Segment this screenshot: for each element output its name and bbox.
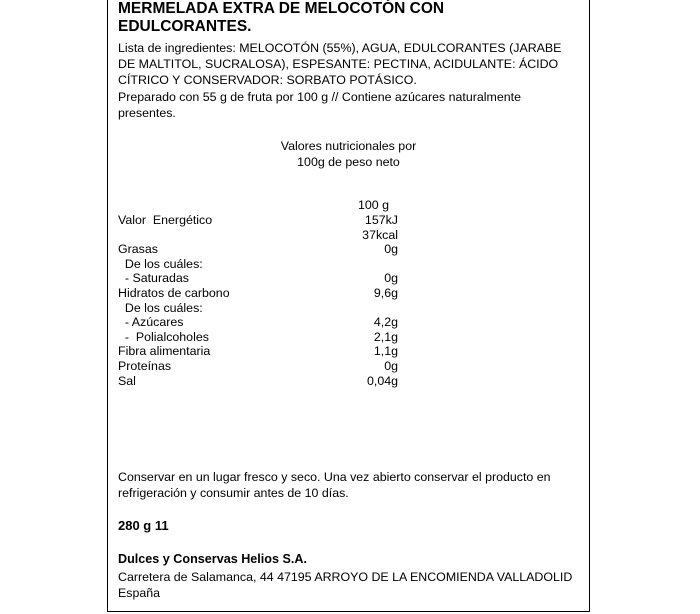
nutrient-name: De los cuáles: [118, 300, 203, 315]
nutrient-value: 9,6g [373, 286, 398, 300]
nutrient-value: 4,2g [373, 315, 398, 330]
company-name: Dulces y Conservas Helios S.A. [118, 552, 307, 566]
nutrient-name: Grasas [118, 242, 158, 257]
address-line2: España [118, 586, 161, 600]
nutrition-row [118, 271, 398, 286]
nutrient-value: 0g [384, 242, 398, 257]
company-address [118, 569, 572, 601]
product-label [107, 0, 590, 612]
nutrient-value: 157kJ [364, 213, 398, 227]
nutrition-row [118, 257, 398, 272]
nutrient-name: Sal [118, 373, 136, 388]
nutrient-name: Hidratos de carbono [118, 286, 230, 300]
nutrition-row [118, 344, 398, 359]
nutrient-value: 0g [384, 271, 398, 286]
ingredients-list: Lista de ingredientes: MELOCOTÓN (55%), AGUA, EDULCORANTES (JARABE DE MALTITOL, SUCRALOSA), ESPESANTE: PECTINA, ACIDULANTE: ÁCIDO CÍTRICO Y CONSERVADOR: SORBATO POTÁSICO. [118, 41, 562, 87]
nutrition-header-line2: 100g de peso neto [297, 155, 400, 169]
nutrient-name: De los cuáles: [118, 256, 203, 271]
nutrition-row [118, 359, 398, 374]
nutrition-row [118, 301, 398, 316]
nutrient-name: Proteínas [118, 359, 172, 373]
nutrient-name: - Azúcares [118, 315, 184, 330]
nutrition-row [118, 213, 398, 228]
nutrient-value: 37kcal [362, 227, 398, 242]
nutrition-row [118, 228, 398, 243]
storage-instructions: Conservar en un lugar fresco y seco. Una vez abierto conservar el producto en refrigeración y consumir antes de 10 días. [118, 470, 551, 500]
net-weight: 280 g 11 [118, 518, 169, 533]
nutrition-header-line1: Valores nutricionales por [280, 139, 417, 153]
preparation-note: Preparado con 55 g de fruta por 100 g // Contiene azúcares naturalmente presentes. [118, 90, 521, 120]
nutrient-name: Valor Energético [118, 213, 213, 227]
nutrient-value: 0,04g [366, 373, 398, 388]
nutrient-value: 1,1g [373, 344, 398, 359]
nutrition-column-header: 100 g [358, 198, 390, 212]
nutrition-row [118, 242, 398, 257]
nutrition-row [118, 330, 398, 345]
nutrient-value: 0g [384, 359, 398, 373]
nutrient-name: - Polialcoholes [118, 329, 209, 344]
nutrient-name: - Saturadas [118, 271, 189, 286]
nutrient-name: Fibra alimentaria [118, 344, 211, 359]
address-line1: Carretera de Salamanca, 44 47195 ARROYO DE LA ENCOMIENDA VALLADOLID [118, 570, 573, 584]
nutrition-row [118, 286, 398, 301]
nutrient-value: 2,1g [373, 329, 398, 344]
nutrition-row [118, 374, 398, 389]
nutrition-header [108, 138, 589, 170]
nutrition-row [118, 315, 398, 330]
product-title: MERMELADA EXTRA DE MELOCOTÓN CON EDULCORANTES. [118, 0, 445, 35]
